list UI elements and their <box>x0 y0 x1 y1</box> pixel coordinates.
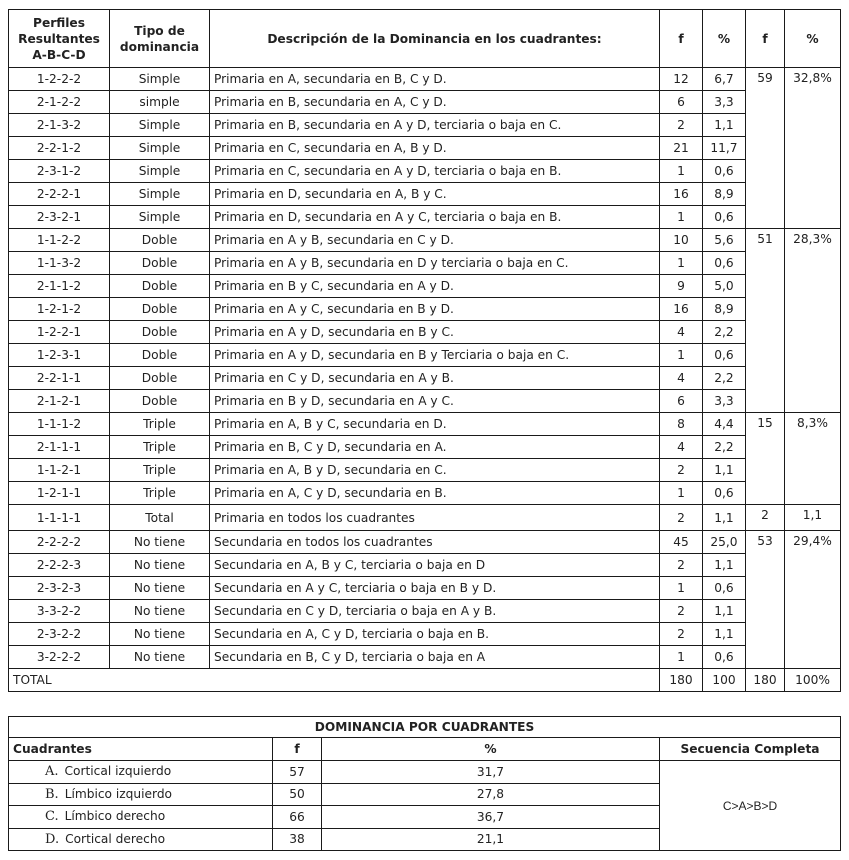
total-label: TOTAL <box>9 669 660 692</box>
pct-cell: 3,3 <box>703 390 746 413</box>
f-cell: 9 <box>660 275 703 298</box>
table-row <box>9 367 841 390</box>
tipo-cell: Simple <box>110 206 210 229</box>
perfil-cell: 2-3-2-2 <box>9 623 110 646</box>
perfil-cell: 2-1-1-2 <box>9 275 110 298</box>
header-quad-f: f <box>273 738 322 761</box>
perfil-cell: 1-1-1-2 <box>9 413 110 436</box>
table-row <box>9 137 841 160</box>
quadrant-pct: 31,7 <box>322 761 660 784</box>
tipo-cell: Simple <box>110 160 210 183</box>
tipo-cell: Triple <box>110 482 210 505</box>
tipo-cell: Doble <box>110 229 210 252</box>
f-cell: 6 <box>660 91 703 114</box>
f-cell: 4 <box>660 367 703 390</box>
tipo-cell: Doble <box>110 321 210 344</box>
descripcion-cell: Primaria en B, C y D, secundaria en A. <box>210 436 660 459</box>
descripcion-cell: Primaria en C, secundaria en A y D, terciaria o baja en B. <box>210 160 660 183</box>
header-cuadrantes: Cuadrantes <box>9 738 273 761</box>
descripcion-cell: Primaria en A y D, secundaria en B y C. <box>210 321 660 344</box>
tipo-cell: Doble <box>110 275 210 298</box>
tipo-cell: No tiene <box>110 646 210 669</box>
f-cell: 1 <box>660 206 703 229</box>
table-row <box>9 229 841 252</box>
quadrant-dominance-table <box>8 716 841 851</box>
tipo-cell: No tiene <box>110 623 210 646</box>
descripcion-cell: Primaria en A y B, secundaria en D y terciaria o baja en C. <box>210 252 660 275</box>
descripcion-cell: Primaria en todos los cuadrantes <box>210 505 660 531</box>
quadrant-name: Cortical izquierdo <box>64 764 172 779</box>
f-cell: 4 <box>660 321 703 344</box>
descripcion-cell: Primaria en A, secundaria en B, C y D. <box>210 68 660 91</box>
descripcion-cell: Secundaria en C y D, terciaria o baja en A y B. <box>210 600 660 623</box>
f-cell: 1 <box>660 252 703 275</box>
perfil-cell: 1-1-3-2 <box>9 252 110 275</box>
secuencia-completa-value: C>A>B>D <box>660 761 841 851</box>
descripcion-cell: Primaria en C y D, secundaria en A y B. <box>210 367 660 390</box>
perfil-cell: 1-2-1-2 <box>9 298 110 321</box>
pct-cell: 0,6 <box>703 160 746 183</box>
table-row <box>9 298 841 321</box>
pct-cell: 11,7 <box>703 137 746 160</box>
tipo-cell: Simple <box>110 114 210 137</box>
perfil-cell: 2-2-2-2 <box>9 531 110 554</box>
tipo-cell: Simple <box>110 183 210 206</box>
table-row <box>9 436 841 459</box>
table-row <box>9 554 841 577</box>
tipo-cell: No tiene <box>110 577 210 600</box>
tipo-cell: Simple <box>110 137 210 160</box>
tipo-cell: Doble <box>110 298 210 321</box>
f-cell: 16 <box>660 298 703 321</box>
total-group-pct: 100% <box>785 669 841 692</box>
descripcion-cell: Secundaria en B, C y D, terciaria o baja en A <box>210 646 660 669</box>
descripcion-cell: Primaria en D, secundaria en A, B y C. <box>210 183 660 206</box>
pct-cell: 1,1 <box>703 505 746 531</box>
pct-cell: 8,9 <box>703 298 746 321</box>
perfil-cell: 2-2-1-1 <box>9 367 110 390</box>
table-row <box>9 646 841 669</box>
descripcion-cell: Primaria en D, secundaria en A y C, terciaria o baja en B. <box>210 206 660 229</box>
descripcion-cell: Primaria en B y C, secundaria en A y D. <box>210 275 660 298</box>
perfil-cell: 1-1-2-1 <box>9 459 110 482</box>
pct-cell: 1,1 <box>703 114 746 137</box>
perfil-cell: 1-1-2-2 <box>9 229 110 252</box>
group-pct-cell: 29,4% <box>785 531 841 669</box>
quadrant-label <box>9 761 273 784</box>
total-pct: 100 <box>703 669 746 692</box>
perfil-cell: 1-2-2-2 <box>9 68 110 91</box>
descripcion-cell: Primaria en C, secundaria en A, B y D. <box>210 137 660 160</box>
table-row <box>9 577 841 600</box>
pct-cell: 0,6 <box>703 577 746 600</box>
table-row <box>9 600 841 623</box>
f-cell: 45 <box>660 531 703 554</box>
header-perfiles: Perfiles Resultantes A-B-C-D <box>9 10 110 68</box>
quadrant-table-title: DOMINANCIA POR CUADRANTES <box>9 717 841 738</box>
pct-cell: 0,6 <box>703 344 746 367</box>
table-row <box>9 531 841 554</box>
f-cell: 1 <box>660 482 703 505</box>
table-row <box>9 275 841 298</box>
pct-cell: 4,4 <box>703 413 746 436</box>
quadrant-letter: C. <box>45 809 59 825</box>
descripcion-cell: Primaria en A y B, secundaria en C y D. <box>210 229 660 252</box>
quadrant-name: Límbico derecho <box>64 809 166 824</box>
header-secuencia: Secuencia Completa <box>660 738 841 761</box>
perfil-cell: 1-2-3-1 <box>9 344 110 367</box>
pct-cell: 2,2 <box>703 436 746 459</box>
pct-cell: 25,0 <box>703 531 746 554</box>
perfil-cell: 2-1-3-2 <box>9 114 110 137</box>
header-quad-pct: % <box>322 738 660 761</box>
table-row <box>9 623 841 646</box>
perfil-cell: 1-2-1-1 <box>9 482 110 505</box>
pct-cell: 1,1 <box>703 459 746 482</box>
tipo-cell: No tiene <box>110 531 210 554</box>
f-cell: 8 <box>660 413 703 436</box>
pct-cell: 6,7 <box>703 68 746 91</box>
header-pct: % <box>703 10 746 68</box>
f-cell: 2 <box>660 623 703 646</box>
tipo-cell: simple <box>110 91 210 114</box>
quadrant-label <box>9 783 273 806</box>
descripcion-cell: Primaria en B y D, secundaria en A y C. <box>210 390 660 413</box>
dominance-profiles-table <box>8 9 841 692</box>
f-cell: 1 <box>660 577 703 600</box>
quadrant-pct: 36,7 <box>322 806 660 829</box>
quadrant-title-row <box>9 717 841 738</box>
perfil-cell: 3-3-2-2 <box>9 600 110 623</box>
perfil-cell: 2-1-1-1 <box>9 436 110 459</box>
pct-cell: 1,1 <box>703 623 746 646</box>
pct-cell: 8,9 <box>703 183 746 206</box>
quadrant-name: Límbico izquierdo <box>64 786 173 801</box>
pct-cell: 3,3 <box>703 91 746 114</box>
tipo-cell: Doble <box>110 252 210 275</box>
pct-cell: 2,2 <box>703 321 746 344</box>
quadrant-pct: 27,8 <box>322 783 660 806</box>
f-cell: 2 <box>660 114 703 137</box>
perfil-cell: 2-3-2-1 <box>9 206 110 229</box>
group-pct-cell: 1,1 <box>785 505 841 531</box>
table-row <box>9 390 841 413</box>
group-f-cell: 51 <box>746 229 785 413</box>
tipo-cell: Doble <box>110 367 210 390</box>
table-row <box>9 321 841 344</box>
f-cell: 2 <box>660 600 703 623</box>
group-pct-cell: 28,3% <box>785 229 841 413</box>
descripcion-cell: Primaria en A, C y D, secundaria en B. <box>210 482 660 505</box>
tipo-cell: Simple <box>110 68 210 91</box>
pct-cell: 0,6 <box>703 482 746 505</box>
perfil-cell: 2-1-2-1 <box>9 390 110 413</box>
group-pct-cell: 8,3% <box>785 413 841 505</box>
quadrant-label <box>9 828 273 851</box>
table-row <box>9 344 841 367</box>
tipo-cell: Triple <box>110 413 210 436</box>
f-cell: 2 <box>660 505 703 531</box>
pct-cell: 2,2 <box>703 367 746 390</box>
descripcion-cell: Secundaria en A y C, terciaria o baja en B y D. <box>210 577 660 600</box>
tipo-cell: No tiene <box>110 600 210 623</box>
pct-cell: 0,6 <box>703 646 746 669</box>
descripcion-cell: Primaria en A, B y C, secundaria en D. <box>210 413 660 436</box>
f-cell: 4 <box>660 436 703 459</box>
perfil-cell: 2-1-2-2 <box>9 91 110 114</box>
header-row <box>9 10 841 68</box>
perfil-cell: 3-2-2-2 <box>9 646 110 669</box>
quadrant-row <box>9 761 841 784</box>
perfil-cell: 2-3-2-3 <box>9 577 110 600</box>
quadrant-f: 57 <box>273 761 322 784</box>
descripcion-cell: Secundaria en A, B y C, terciaria o baja en D <box>210 554 660 577</box>
group-f-cell: 15 <box>746 413 785 505</box>
quadrant-letter: B. <box>45 786 59 802</box>
total-group-f: 180 <box>746 669 785 692</box>
quadrant-pct: 21,1 <box>322 828 660 851</box>
table-row <box>9 459 841 482</box>
header-descripcion: Descripción de la Dominancia en los cuadrantes: <box>210 10 660 68</box>
f-cell: 16 <box>660 183 703 206</box>
table-body <box>9 68 841 669</box>
f-cell: 2 <box>660 459 703 482</box>
pct-cell: 5,6 <box>703 229 746 252</box>
group-f-cell: 59 <box>746 68 785 229</box>
header-group-f: f <box>746 10 785 68</box>
total-row <box>9 669 841 692</box>
table-row <box>9 252 841 275</box>
quadrant-letter: D. <box>45 831 60 847</box>
quadrant-name: Cortical derecho <box>65 831 166 846</box>
pct-cell: 0,6 <box>703 252 746 275</box>
table-row <box>9 91 841 114</box>
descripcion-cell: Primaria en B, secundaria en A, C y D. <box>210 91 660 114</box>
f-cell: 12 <box>660 68 703 91</box>
perfil-cell: 1-1-1-1 <box>9 505 110 531</box>
f-cell: 1 <box>660 646 703 669</box>
header-group-pct: % <box>785 10 841 68</box>
perfil-cell: 2-2-1-2 <box>9 137 110 160</box>
perfil-cell: 1-2-2-1 <box>9 321 110 344</box>
group-f-cell: 2 <box>746 505 785 531</box>
f-cell: 6 <box>660 390 703 413</box>
pct-cell: 1,1 <box>703 600 746 623</box>
descripcion-cell: Primaria en A, B y D, secundaria en C. <box>210 459 660 482</box>
perfil-cell: 2-2-2-1 <box>9 183 110 206</box>
group-f-cell: 53 <box>746 531 785 669</box>
table-row <box>9 160 841 183</box>
quadrant-f: 38 <box>273 828 322 851</box>
table-row <box>9 183 841 206</box>
f-cell: 10 <box>660 229 703 252</box>
table-row <box>9 68 841 91</box>
pct-cell: 1,1 <box>703 554 746 577</box>
tipo-cell: Triple <box>110 436 210 459</box>
pct-cell: 0,6 <box>703 206 746 229</box>
tipo-cell: Total <box>110 505 210 531</box>
table-row <box>9 206 841 229</box>
f-cell: 2 <box>660 554 703 577</box>
quadrant-label <box>9 806 273 829</box>
table-row <box>9 505 841 531</box>
descripcion-cell: Secundaria en todos los cuadrantes <box>210 531 660 554</box>
pct-cell: 5,0 <box>703 275 746 298</box>
descripcion-cell: Primaria en B, secundaria en A y D, terciaria o baja en C. <box>210 114 660 137</box>
tipo-cell: No tiene <box>110 554 210 577</box>
quadrant-f: 50 <box>273 783 322 806</box>
total-f: 180 <box>660 669 703 692</box>
descripcion-cell: Primaria en A y C, secundaria en B y D. <box>210 298 660 321</box>
f-cell: 1 <box>660 160 703 183</box>
tipo-cell: Doble <box>110 344 210 367</box>
perfil-cell: 2-3-1-2 <box>9 160 110 183</box>
descripcion-cell: Primaria en A y D, secundaria en B y Terciaria o baja en C. <box>210 344 660 367</box>
quadrant-letter: A. <box>45 764 59 780</box>
f-cell: 21 <box>660 137 703 160</box>
table-row <box>9 114 841 137</box>
f-cell: 1 <box>660 344 703 367</box>
group-pct-cell: 32,8% <box>785 68 841 229</box>
table-row <box>9 413 841 436</box>
table-row <box>9 482 841 505</box>
tipo-cell: Doble <box>110 390 210 413</box>
header-f: f <box>660 10 703 68</box>
quadrant-header-row <box>9 738 841 761</box>
header-tipo: Tipo de dominancia <box>110 10 210 68</box>
descripcion-cell: Secundaria en A, C y D, terciaria o baja en B. <box>210 623 660 646</box>
tipo-cell: Triple <box>110 459 210 482</box>
perfil-cell: 2-2-2-3 <box>9 554 110 577</box>
quadrant-f: 66 <box>273 806 322 829</box>
